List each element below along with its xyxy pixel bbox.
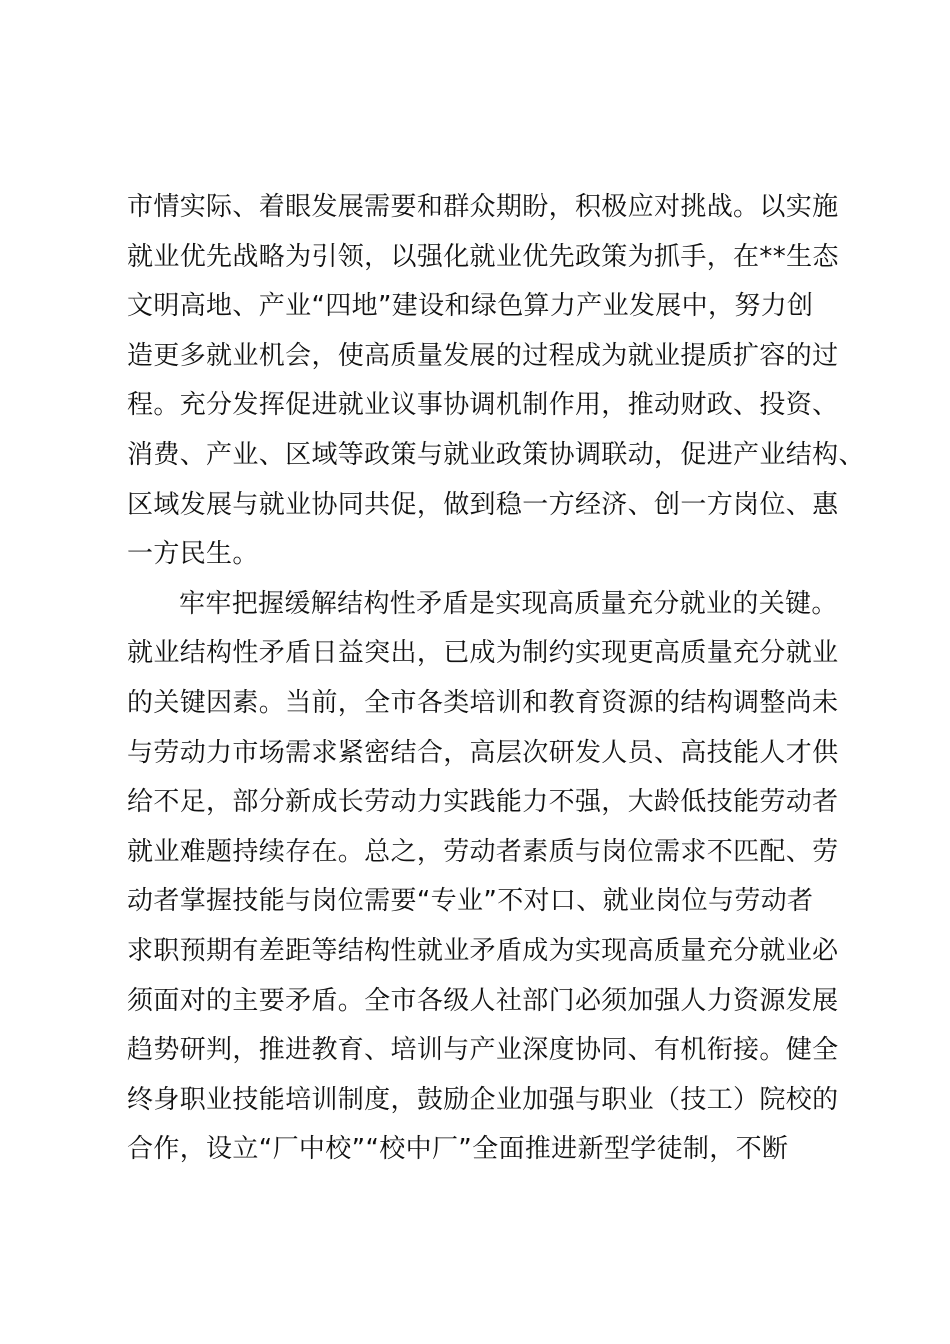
- body-text: [127, 183, 865, 1175]
- text-line: 给不足，部分新成长劳动力实践能力不强，大龄低技能劳动者: [127, 787, 839, 818]
- text-line: 就业难题持续存在。总之，劳动者素质与岗位需求不匹配、劳: [127, 836, 839, 867]
- paragraph-heading-line: 牢牢把握缓解结构性矛盾是实现高质量充分就业的关键。: [179, 588, 838, 619]
- text-line: 与劳动力市场需求紧密结合，高层次研发人员、高技能人才供: [127, 737, 839, 768]
- text-line: 终身职业技能培训制度，鼓励企业加强与职业（技工）院校的: [127, 1084, 839, 1115]
- text-line: 趋势研判，推进教育、培训与产业深度协同、有机衔接。健全: [127, 1035, 839, 1066]
- text-line: 求职预期有差距等结构性就业矛盾成为实现高质量充分就业必: [127, 935, 839, 966]
- text-line: 须面对的主要矛盾。全市各级人社部门必须加强人力资源发展: [127, 985, 839, 1016]
- text-line: 造更多就业机会，使高质量发展的过程成为就业提质扩容的过: [127, 340, 839, 371]
- text-line: 动者掌握技能与岗位需要“专业”不对口、就业岗位与劳动者: [127, 886, 814, 917]
- text-line: 合作，设立“厂中校”“校中厂”全面推进新型学徒制，不断: [127, 1134, 789, 1165]
- text-line: 就业优先战略为引领，以强化就业优先政策为抓手，在**生态: [127, 241, 839, 272]
- text-line: 程。充分发挥促进就业议事协调机制作用，推动财政、投资、: [127, 390, 839, 421]
- text-line: 区域发展与就业协同共促，做到稳一方经济、创一方岗位、惠: [127, 489, 839, 520]
- text-line: 市情实际、着眼发展需要和群众期盼，积极应对挑战。以实施: [127, 192, 839, 222]
- text-line: 文明高地、产业“四地”建设和绿色算力产业发展中，努力创: [127, 291, 814, 322]
- text-line: 一方民生。: [127, 539, 259, 570]
- text-line: 消费、产业、区域等政策与就业政策协调联动，促进产业结构、: [127, 439, 865, 470]
- text-line: 就业结构性矛盾日益突出，已成为制约实现更高质量充分就业: [127, 638, 839, 669]
- text-line: 的关键因素。当前，全市各类培训和教育资源的结构调整尚未: [127, 687, 839, 718]
